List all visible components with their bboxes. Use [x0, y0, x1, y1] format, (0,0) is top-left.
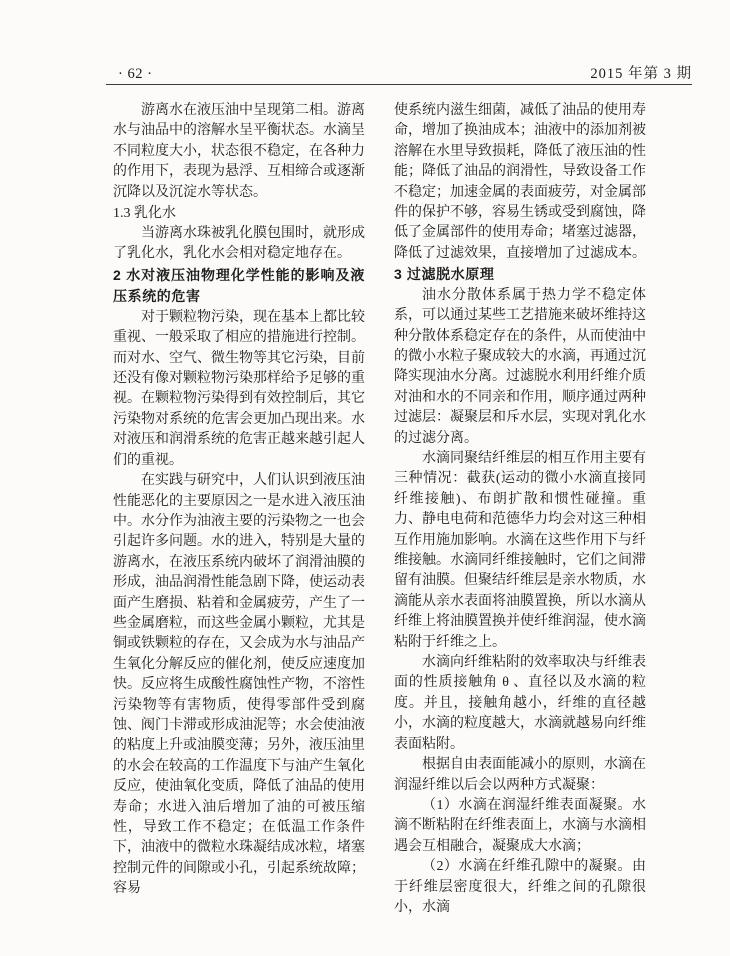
page-number: · 62 ·	[118, 66, 153, 82]
paragraph: 当游离水珠被乳化膜包围时，就形成了乳化水，乳化水会相对稳定地存在。	[113, 226, 365, 262]
paragraph: 游离水在液压油中呈现第二相。游离水与油品中的溶解水呈平衡状态。水滴呈不同粒度大小，状态很不稳定，在各种力的作用下，表现为悬浮、互相缔合或逐渐沉降以及沉淀水等状态。	[113, 103, 365, 200]
paragraph: 对于颗粒物污染，现在基本上都比较重视、一般采取了相应的措施进行控制。而对水、空气、微生物等其它污染，目前还没有像对颗粒物污染那样给予足够的重视。在颗粒物污染得到有效控制后，其它污染物对系统的危害会更加凸现出来。水对液压和润滑系统的危害正越来越引起人们的重视。	[113, 309, 365, 468]
paragraph: 在实践与研究中，人们认识到液压油性能恶化的主要原因之一是水进入液压油中。水分作为油液主要的污染物之一也会引起许多问题。水的进入，特别是大量的游离水，在液压系统内破坏了润滑油膜的形成，油品润滑性能急剧下降，使运动表面产生磨损、粘着和金属疲劳，产生了一些金属磨粒，而这些金属小颗粒，尤其是铜或铁颗粒的存在，又会成为水与油品产生氧化分解反应的催化剂，使反应速度加快。反应将生成酸性腐蚀性产物，不溶性污染物等有害物质，使得零部件受到腐蚀、阀门卡滞或形成油泥等；水会使油液的粘度上升或油膜变薄；另外，液压油里的水会在较高的工作温度下与油产生氧化反应，使油氧化变质，降低了油品的使用寿命；水进入油后增加了油的可被压缩性，导致工作不稳定；在低温工作条件下，油液中的微粒水珠凝结成冰粒，堵塞控制元件的间隙或小孔，引起系统故障；容易	[113, 473, 365, 897]
paragraph: 油水分散体系属于热力学不稳定体系，可以通过某些工艺措施来破坏维持这种分散体系稳定存在的条件，从而使油中的微小水粒子聚成较大的水滴，再通过沉降实现油水分离。过滤脱水利用纤维介质对油和水的不同亲和作用，顺序通过两种过滤层：凝聚层和斥水层，实现对乳化水的过滤分离。	[394, 287, 646, 446]
paragraph: （1）水滴在润湿纤维表面凝聚。水滴不断粘附在纤维表面上，水滴与水滴相遇会互相融合，凝聚成大水滴；	[394, 797, 646, 854]
issue-label: 2015 年第 3 期	[590, 66, 692, 82]
page-header	[106, 62, 692, 83]
paragraph: 水滴向纤维粘附的效率取决与纤维表面的性质接触角 θ 、直径以及水滴的粒度。并且，接触角越小，纤维的直径越小，水滴的粒度越大，水滴就越易向纤维表面粘附。	[394, 655, 646, 752]
header-divider	[106, 84, 692, 85]
paragraph: 水滴同聚结纤维层的相互作用主要有三种情况：截获(运动的微小水滴直接同纤维接触)、布朗扩散和惯性碰撞。重力、静电电荷和范德华力均会对这三种相互作用施加影响。水滴在这些作用下与纤维接触。水滴同纤维接触时，它们之间滞留有油膜。但聚结纤维层是亲水物质，水滴能从亲水表面将油膜置换，所以水滴从纤维上将油膜置换并使纤维润湿，使水滴粘附于纤维之上。	[394, 451, 646, 650]
column-right	[394, 101, 646, 918]
column-left	[113, 101, 365, 918]
subsection-heading: 1.3 乳化水	[113, 206, 176, 222]
paragraph: （2）水滴在纤维孔隙中的凝聚。由于纤维层密度很大，纤维之间的孔隙很小，水滴	[394, 859, 646, 915]
text-columns	[113, 101, 646, 918]
section-heading: 2 水对液压油物理化学性能的影响及液压系统的危害	[113, 266, 365, 305]
paragraph: 根据自由表面能减小的原则，水滴在润湿纤维以后会以两种方式凝聚：	[394, 757, 646, 793]
section-heading: 3 过滤脱水原理	[394, 266, 495, 283]
paragraph: 使系统内滋生细菌，减低了油品的使用寿命，增加了换油成本；油液中的添加剂被溶解在水里导致损耗，降低了液压油的性能；降低了油品的润滑性，导致设备工作不稳定；加速金属的表面疲劳，对金属部件的保护不够，容易生锈或受到腐蚀，降低了金属部件的使用寿命；堵塞过滤器，降低了过滤效果，直接增加了过滤成本。	[394, 103, 646, 261]
